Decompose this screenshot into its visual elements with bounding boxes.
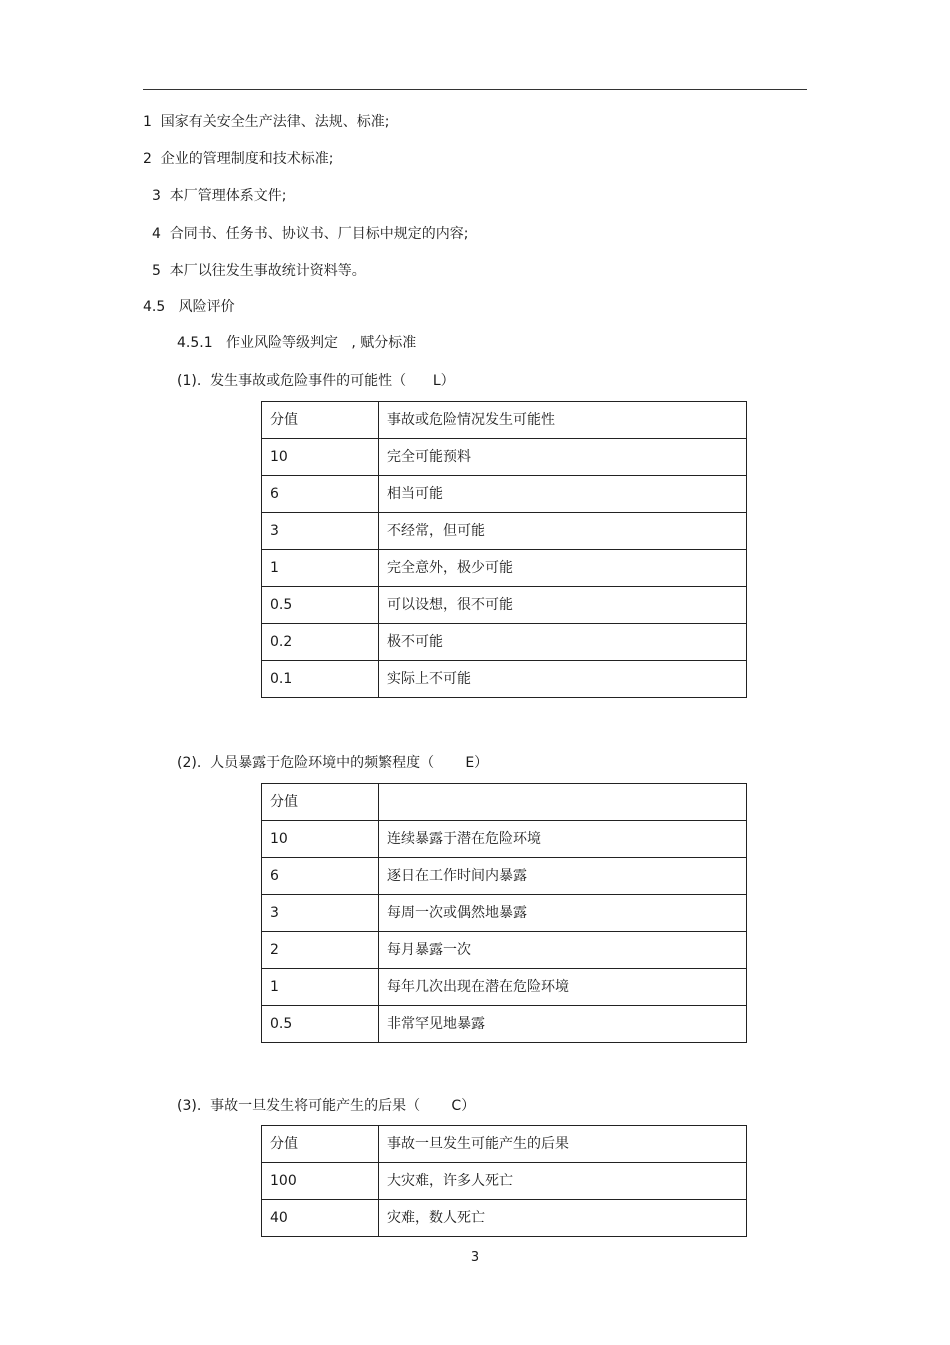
score-cell: 0.5 (262, 1006, 379, 1043)
table-row (262, 476, 747, 513)
score-cell: 0.2 (262, 624, 379, 661)
table-row (262, 821, 747, 858)
score-cell: 1 (262, 969, 379, 1006)
score-cell: 10 (262, 439, 379, 476)
likelihood-table (261, 401, 747, 698)
header-cell-score: 分值 (262, 402, 379, 439)
header-cell-score: 分值 (262, 784, 379, 821)
table-row (262, 513, 747, 550)
header-rule (143, 89, 807, 90)
table-header-row (262, 784, 747, 821)
table-row (262, 439, 747, 476)
score-cell: 6 (262, 858, 379, 895)
table-row (262, 895, 747, 932)
table3-caption: (3). 事故一旦发生将可能产生的后果（ C） (177, 1098, 476, 1114)
description-cell: 大灾难，许多人死亡 (379, 1163, 747, 1200)
score-cell: 3 (262, 513, 379, 550)
description-cell: 完全可能预料 (379, 439, 747, 476)
section-subheading: 4.5.1 作业风险等级判定 , 赋分标准 (177, 335, 417, 351)
table-row (262, 1163, 747, 1200)
exposure-table (261, 783, 747, 1043)
score-cell: 6 (262, 476, 379, 513)
score-cell: 1 (262, 550, 379, 587)
list-item-4: 4 合同书、任务书、协议书、厂目标中规定的内容; (152, 226, 469, 242)
description-cell: 每年几次出现在潜在危险环境 (379, 969, 747, 1006)
header-cell-description (379, 784, 747, 821)
description-cell: 相当可能 (379, 476, 747, 513)
header-cell-score: 分值 (262, 1126, 379, 1163)
score-cell: 100 (262, 1163, 379, 1200)
table2-caption: (2). 人员暴露于危险环境中的频繁程度（ E） (177, 755, 489, 771)
list-item-3: 3 本厂管理体系文件; (152, 188, 287, 204)
table-header-row (262, 1126, 747, 1163)
list-item-1: 1 国家有关安全生产法律、法规、标准; (143, 114, 390, 130)
score-cell: 3 (262, 895, 379, 932)
list-item-2: 2 企业的管理制度和技术标准; (143, 151, 334, 167)
table-row (262, 932, 747, 969)
table-row (262, 587, 747, 624)
score-cell: 40 (262, 1200, 379, 1237)
description-cell: 连续暴露于潜在危险环境 (379, 821, 747, 858)
table-row (262, 858, 747, 895)
description-cell: 可以设想，很不可能 (379, 587, 747, 624)
description-cell: 极不可能 (379, 624, 747, 661)
score-cell: 2 (262, 932, 379, 969)
score-cell: 0.1 (262, 661, 379, 698)
header-cell-description: 事故一旦发生可能产生的后果 (379, 1126, 747, 1163)
table-row (262, 1200, 747, 1237)
description-cell: 灾难，数人死亡 (379, 1200, 747, 1237)
description-cell: 实际上不可能 (379, 661, 747, 698)
description-cell: 逐日在工作时间内暴露 (379, 858, 747, 895)
table1-caption: (1). 发生事故或危险事件的可能性（ L） (177, 373, 455, 389)
table-row (262, 661, 747, 698)
page-number: 3 (470, 1250, 480, 1265)
list-item-5: 5 本厂以往发生事故统计资料等。 (152, 263, 366, 279)
description-cell: 完全意外，极少可能 (379, 550, 747, 587)
description-cell: 非常罕见地暴露 (379, 1006, 747, 1043)
table-row (262, 1006, 747, 1043)
consequence-table (261, 1125, 747, 1237)
table-row (262, 969, 747, 1006)
description-cell: 每周一次或偶然地暴露 (379, 895, 747, 932)
table-header-row (262, 402, 747, 439)
description-cell: 不经常，但可能 (379, 513, 747, 550)
score-cell: 0.5 (262, 587, 379, 624)
table-row (262, 624, 747, 661)
description-cell: 每月暴露一次 (379, 932, 747, 969)
header-cell-description: 事故或危险情况发生可能性 (379, 402, 747, 439)
table-row (262, 550, 747, 587)
section-heading: 4.5 风险评价 (143, 299, 235, 315)
score-cell: 10 (262, 821, 379, 858)
